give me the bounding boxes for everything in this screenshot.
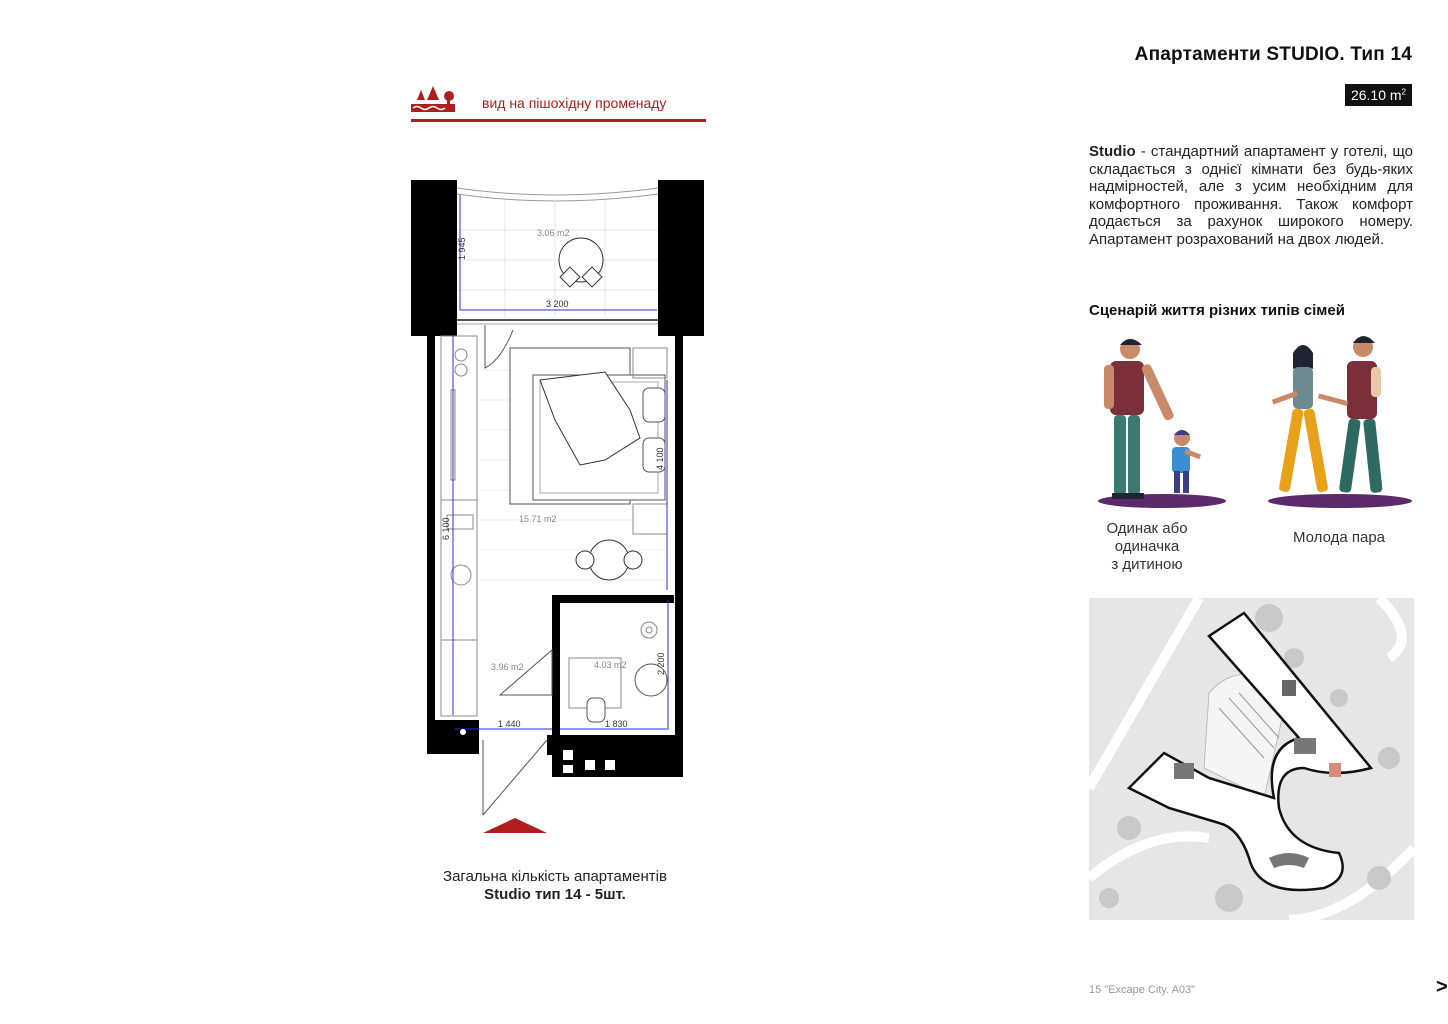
total-line2: Studio тип 14 - 5шт. bbox=[484, 886, 626, 903]
area-value: 26.10 m bbox=[1350, 87, 1402, 103]
dim-balcony-height: 1 945 bbox=[457, 237, 467, 260]
dim-hall-width: 1 440 bbox=[498, 719, 521, 729]
area-unit-sup: 2 bbox=[1401, 87, 1406, 97]
room-area-balcony: 3.06 m2 bbox=[537, 228, 570, 238]
room-area-hall: 3.96 m2 bbox=[491, 662, 524, 672]
next-page-button[interactable]: > bbox=[1436, 976, 1448, 998]
total-line1: Загальна кількість апартаментів bbox=[443, 868, 667, 885]
footer-text: 15 "Excape City. A03" bbox=[1089, 984, 1196, 996]
unit-highlight bbox=[1329, 763, 1341, 777]
wall-right bbox=[675, 336, 683, 598]
area-badge bbox=[1345, 84, 1412, 106]
scenario-caption-2: Молода пара bbox=[1292, 529, 1386, 546]
site-plan-map bbox=[1089, 598, 1414, 920]
promenade-view-icon bbox=[411, 84, 481, 120]
wall-left bbox=[427, 336, 435, 726]
dim-bath-width: 1 830 bbox=[605, 719, 628, 729]
balcony-wall-right bbox=[658, 180, 704, 336]
scenario-caption-1-line3: з дитиною bbox=[1111, 556, 1183, 573]
dim-balcony-width: 3 200 bbox=[546, 299, 569, 309]
description bbox=[1089, 143, 1413, 248]
scenario-caption-1-line1: Одинак або bbox=[1106, 520, 1188, 537]
page-title: Апартаменти STUDIO. Тип 14 bbox=[1134, 44, 1412, 65]
room-area-bath: 4.03 m2 bbox=[594, 660, 627, 670]
floor-plan bbox=[405, 170, 705, 840]
scenario-caption-1-line2: одиначка bbox=[1114, 538, 1180, 555]
balcony-wall-left bbox=[411, 180, 457, 336]
dim-length: 6 100 bbox=[441, 517, 451, 540]
room-area-main: 15.71 m2 bbox=[519, 514, 557, 524]
total-count bbox=[380, 868, 730, 904]
view-underline bbox=[411, 119, 706, 122]
description-text: - стандартний апартамент у готелі, що складається з однієї кімнати без будь-яких надмірностей, але з усим необхідним для комфортного проживання. Також комфорт додається за рахунок широкого номеру. Апартамент розрахований на двох людей. bbox=[1089, 143, 1413, 248]
dim-bed-height: 4 100 bbox=[655, 447, 665, 470]
parent-child-illustration bbox=[1090, 335, 1235, 510]
scenario-caption-1 bbox=[1092, 520, 1202, 574]
view-label: вид на пішохідну променаду bbox=[482, 95, 667, 111]
entry-marker bbox=[483, 818, 547, 833]
dim-bath-height: 2 200 bbox=[656, 652, 666, 675]
description-bold: Studio bbox=[1089, 143, 1136, 160]
scenarios-title: Сценарій життя різних типів сімей bbox=[1089, 302, 1345, 319]
couple-illustration bbox=[1265, 335, 1415, 510]
